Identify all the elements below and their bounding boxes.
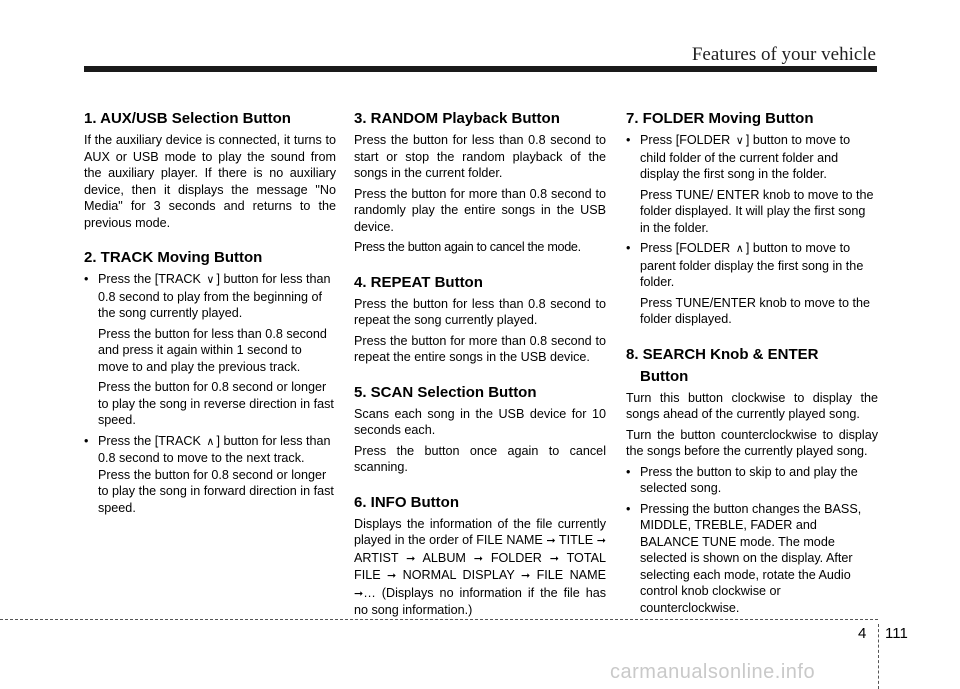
bullet: •: [626, 241, 631, 255]
bullet: •: [626, 501, 631, 516]
list-item: • Press [FOLDER ∨ ] button to move to child folder of the current folder and display the first song in the folder. Press TUNE/ ENTER knob to move to the folder displayed. It will play the first song in the folder.: [626, 132, 878, 236]
section-heading-aux-usb: 1. AUX/USB Selection Button: [84, 110, 291, 127]
section-text: Press the button for more than 0.8 second to randomly play the entire songs in the USB device.: [354, 186, 606, 234]
list-item-subtext: Press TUNE/ENTER knob to move to the folder displayed.: [640, 295, 871, 326]
footer-divider: [878, 624, 879, 689]
section-heading-search-cont: Button: [640, 367, 689, 385]
section-heading-search: 8. SEARCH Knob & ENTER: [626, 345, 819, 363]
section-text: Press the button for less than 0.8 second to repeat the song currently played.: [354, 296, 606, 327]
list-item-subtext: Press the button for 0.8 second or longer to play the song in reverse direction in fast speed.: [98, 380, 334, 427]
page-header-title: Features of your vehicle: [691, 44, 876, 65]
section-text: Press the button again to cancel the mode.: [354, 240, 581, 254]
section-heading-random: 3. RANDOM Playback Button: [354, 110, 560, 127]
list-item-subtext: Press TUNE/ ENTER knob to move to the folder displayed. It will play the first song in the folder.: [640, 187, 874, 235]
track-bullet-list: [84, 271, 336, 516]
bullet: •: [626, 133, 631, 147]
chevron-up-icon: ∧: [206, 435, 215, 448]
chevron-up-icon: ∧: [735, 243, 744, 255]
section-text-info: Displays the information of the file currently played in the order of FILE NAME ➞ TITLE ➞ ARTIST ➞ ALBUM ➞ FOLDER ➞ TOTAL FILE ➞ NORMAL DISPLAY ➞ FILE NAME ➞… (Displays no information if the file has no song information.): [354, 516, 606, 617]
arrow-right-icon: ➞: [406, 552, 416, 565]
watermark: carmanualsonline.info: [610, 661, 816, 683]
chevron-down-icon: ∨: [735, 135, 744, 147]
section-heading-track: 2. TRACK Moving Button: [84, 249, 263, 266]
bullet: •: [626, 464, 631, 479]
section-heading-repeat: 4. REPEAT Button: [354, 273, 483, 291]
arrow-right-icon: ➞: [549, 552, 559, 565]
section-text: Turn the button counterclockwise to display the songs before the currently played song.: [626, 427, 878, 458]
column-1: [84, 110, 336, 520]
folder-bullet-list: [626, 132, 878, 328]
arrow-right-icon: ➞: [520, 570, 531, 582]
arrow-right-icon: ➞: [354, 587, 364, 600]
arrow-right-icon: ➞: [387, 570, 397, 582]
list-item: • Press the [TRACK ∧ ] button for less than 0.8 second to move to the next track. Press the button for 0.8 second or longer to play the song in forward direction in fast speed.: [84, 433, 334, 515]
header-rule: [84, 66, 877, 72]
column-3: [626, 110, 878, 620]
section-text: Press the button once again to cancel scanning.: [354, 443, 606, 474]
section-text: Press the button for more than 0.8 second to repeat the entire songs in the USB device.: [354, 333, 606, 364]
list-item: • Press the button to skip to and play the selected song.: [626, 464, 858, 495]
list-item: • Press [FOLDER ∧ ] button to move to parent folder display the first song in the folder. Press TUNE/ENTER knob to move to the folder displayed.: [626, 240, 878, 328]
bullet: •: [84, 272, 89, 286]
section-heading-info: 6. INFO Button: [354, 493, 459, 511]
arrow-right-icon: ➞: [596, 535, 606, 547]
arrow-right-icon: ➞: [546, 535, 556, 547]
search-bullet-list: [626, 464, 878, 617]
footer-dashed-rule: [0, 619, 878, 620]
column-2: [354, 110, 606, 623]
section-text: If the auxiliary device is connected, it turns to AUX or USB mode to play the sound from the auxiliary player. If there is no auxiliary device, then it displays the message "No Media" for 3 seconds and returns to the previous mode.: [84, 133, 336, 230]
section-text: Scans each song in the USB device for 10 seconds each.: [354, 406, 606, 437]
list-item-subtext: Press the button for less than 0.8 second and press it again within 1 second to move to and play the previous track.: [98, 326, 327, 374]
list-item: • Pressing the button changes the BASS, MIDDLE, TREBLE, FADER and BALANCE TUNE mode. The mode selected is shown on the display. After selecting each mode, rotate the Audio control knob clockwise or counterclockwise.: [626, 501, 862, 615]
section-text: Press the button for less than 0.8 second to start or stop the random playback of the songs in the current folder.: [354, 133, 606, 180]
chapter-number: 4: [858, 625, 867, 642]
section-heading-scan: 5. SCAN Selection Button: [354, 383, 537, 401]
list-item: • Press the [TRACK ∨ ] button for less than 0.8 second to play from the beginning of the song currently played. Press the button for less than 0.8 second and press it again within 1 second to move to and play the previous track. Press the button for 0.8 second or longer to play the song in reverse direction in fast speed.: [84, 271, 336, 429]
section-heading-folder: 7. FOLDER Moving Button: [626, 110, 814, 127]
section-text: Turn this button clockwise to display the songs ahead of the currently played song.: [626, 390, 878, 421]
chevron-down-icon: ∨: [206, 274, 215, 286]
arrow-right-icon: ➞: [473, 552, 483, 565]
page-number: 111: [885, 625, 908, 642]
bullet: •: [84, 433, 89, 448]
